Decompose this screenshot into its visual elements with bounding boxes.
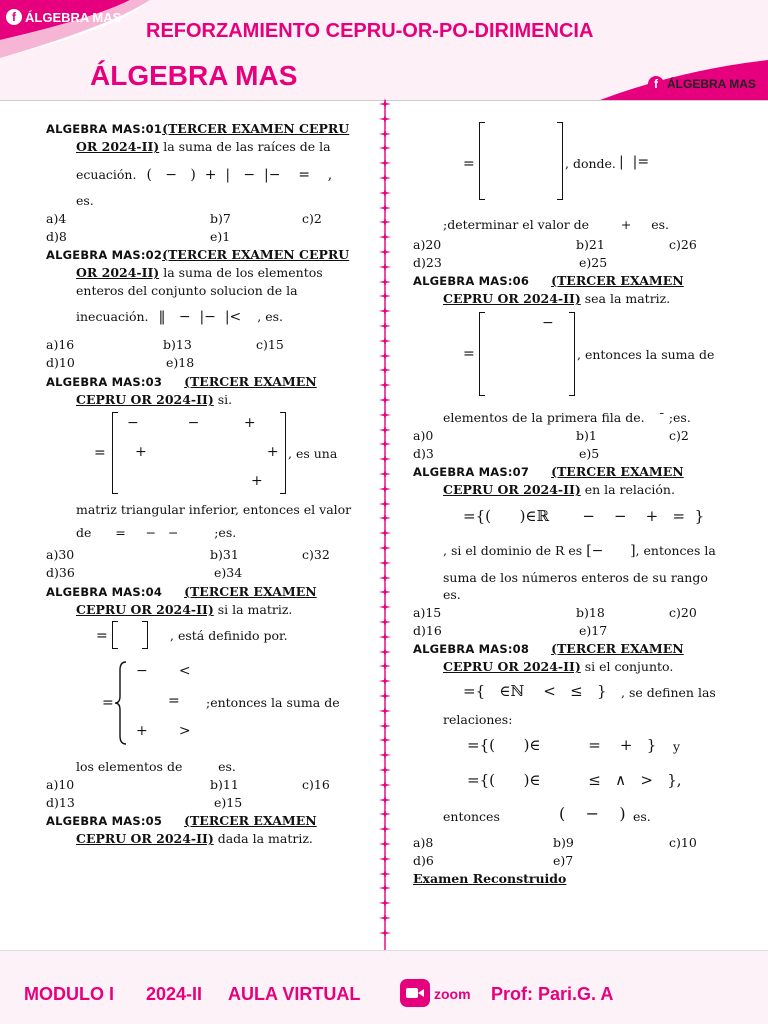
question-text: sea la matriz. <box>580 291 671 306</box>
question-text: la suma de los elementos <box>159 265 323 280</box>
piecewise-brace <box>114 660 128 746</box>
question-text: entonces <box>443 809 500 824</box>
question-label: ALGEBRA MAS:01 <box>46 122 163 136</box>
question-text: ;entonces la suma de <box>206 695 340 710</box>
brand-text: ÁLGEBRA MAS <box>25 9 122 25</box>
brand-text: ÁLGEBRA MAS <box>667 77 756 91</box>
option-b: b)13 <box>163 337 192 352</box>
matrix-d <box>479 312 575 396</box>
question-06-header <box>413 272 684 290</box>
option-e: e)1 <box>210 229 231 244</box>
option-d: d)3 <box>413 446 434 461</box>
option-a: a)20 <box>413 237 442 252</box>
matrix-row-1: − <box>542 315 554 331</box>
question-02-line2 <box>76 264 323 282</box>
question-text: ecuación. <box>76 167 137 182</box>
question-03-line2 <box>76 391 232 409</box>
relation-set: ={( )∈ℝ − − + = } <box>463 507 705 525</box>
relation-2: ={( )∈ ≤ ∧ > }, <box>467 771 682 789</box>
question-01-line2 <box>76 138 331 156</box>
footer-professor: Prof: Pari.G. A <box>491 984 614 1004</box>
question-label: ALGEBRA MAS:07 <box>413 465 530 479</box>
matrix-row-2: + + <box>135 444 279 460</box>
question-text: elementos de la primera fila de. <box>443 410 645 425</box>
question-text: relaciones: <box>443 712 513 727</box>
facebook-icon: f <box>6 9 22 25</box>
piecewise-case-1: − < <box>136 663 191 679</box>
question-text: en la relación. <box>580 482 675 497</box>
question-01-header <box>46 120 349 138</box>
question-text: , es una <box>288 446 338 461</box>
option-b: b)11 <box>210 777 239 792</box>
question-06-line4 <box>443 409 691 427</box>
question-label: ALGEBRA MAS:04 <box>46 585 163 599</box>
question-label: ALGEBRA MAS:06 <box>413 274 530 288</box>
facebook-icon: f <box>648 76 664 92</box>
matrix-c <box>479 122 563 200</box>
question-source: (TERCER EXAMEN <box>184 374 317 389</box>
option-c: c)15 <box>256 337 284 352</box>
equals-sign: = <box>463 156 475 172</box>
question-07-line2 <box>443 481 675 499</box>
option-a: a)8 <box>413 835 434 850</box>
option-a: a)4 <box>46 211 67 226</box>
question-label: ALGEBRA MAS:08 <box>413 642 530 656</box>
question-text: es. <box>633 809 651 824</box>
option-c: c)16 <box>302 777 330 792</box>
question-source: (TERCER EXAMEN <box>551 641 684 656</box>
page-footer <box>0 951 768 1024</box>
question-source: (TERCER EXAMEN <box>551 273 684 288</box>
question-06-line2 <box>443 290 670 308</box>
expression: ( − ) <box>559 804 626 823</box>
question-source: CEPRU OR 2024-II) <box>76 392 214 407</box>
option-b: b)21 <box>576 237 605 252</box>
option-d: d)16 <box>413 623 442 638</box>
question-source: OR 2024-II) <box>76 139 160 154</box>
option-a: a)0 <box>413 428 434 443</box>
question-05-line2 <box>76 830 313 848</box>
question-text: los elementos de es. <box>76 759 236 774</box>
question-source: OR 2024-II) <box>76 265 160 280</box>
question-source: CEPRU OR 2024-II) <box>443 482 581 497</box>
option-e: e)25 <box>579 255 608 270</box>
question-text: , entonces la suma de <box>577 347 715 362</box>
option-c: c)2 <box>302 211 322 226</box>
overline-mark: ¯ <box>658 410 665 425</box>
zoom-logo-text: zoom <box>434 986 471 1002</box>
matrix-b <box>112 621 148 649</box>
piecewise-case-3: + > <box>136 723 191 739</box>
question-text: y <box>673 739 681 754</box>
equals-sign: = <box>102 695 114 711</box>
question-07-header <box>413 463 684 481</box>
option-b: b)1 <box>576 428 597 443</box>
option-e: e)15 <box>214 795 243 810</box>
question-text: la suma de las raíces de la <box>159 139 331 154</box>
question-08-line2 <box>443 658 673 676</box>
option-c: c)10 <box>669 835 697 850</box>
option-e: e)7 <box>553 853 574 868</box>
question-02-header <box>46 246 349 264</box>
option-e: e)18 <box>166 355 195 370</box>
question-text: matriz triangular inferior, entonces el valor <box>76 502 352 517</box>
question-text: , si el dominio de R es <box>443 543 583 558</box>
question-text: si. <box>213 392 233 407</box>
option-b: b)9 <box>553 835 574 850</box>
question-text: , es. <box>257 309 283 324</box>
question-label: ALGEBRA MAS:02 <box>46 248 163 262</box>
question-text: , entonces la <box>635 543 716 558</box>
option-a: a)30 <box>46 547 75 562</box>
option-c: c)32 <box>302 547 330 562</box>
question-text: si la matriz. <box>213 602 293 617</box>
question-text: de = − − ;es. <box>76 525 237 540</box>
question-07-line4 <box>443 542 716 560</box>
question-source: (TERCER EXAMEN <box>551 464 684 479</box>
question-08-header <box>413 640 684 658</box>
question-source: CEPRU OR 2024-II) <box>76 602 214 617</box>
inequality: ‖ − |− |< <box>158 309 242 325</box>
question-04-line2 <box>76 601 292 619</box>
question-text: enteros del conjunto solucion de la <box>76 283 298 298</box>
question-label: ALGEBRA MAS:05 <box>46 814 163 828</box>
option-a: a)15 <box>413 605 442 620</box>
question-03-header <box>46 373 317 391</box>
question-text: suma de los números enteros de su rango <box>443 570 708 585</box>
option-b: b)31 <box>210 547 239 562</box>
equals-sign: = <box>463 346 475 362</box>
question-text: es. <box>443 587 461 602</box>
option-d: d)10 <box>46 355 75 370</box>
domain-interval: [− ] <box>586 543 636 559</box>
option-e: e)17 <box>579 623 608 638</box>
option-e: e)34 <box>214 565 243 580</box>
option-c: c)20 <box>669 605 697 620</box>
question-text: ;es. <box>664 410 691 425</box>
equals-sign: = <box>96 628 108 644</box>
set-definition: ={ ∈ℕ < ≤ } <box>463 682 607 700</box>
option-d: d)6 <box>413 853 434 868</box>
option-a: a)10 <box>46 777 75 792</box>
question-text: , se definen las <box>621 685 716 700</box>
option-a: a)16 <box>46 337 75 352</box>
question-text: si el conjunto. <box>580 659 674 674</box>
zoom-camera-icon <box>400 979 430 1007</box>
footer-aula: AULA VIRTUAL <box>228 984 361 1004</box>
question-text: inecuación. <box>76 309 149 324</box>
question-source: (TERCER EXAMEN CEPRU <box>162 121 350 136</box>
footer-year: 2024-II <box>146 984 203 1004</box>
footer-module: MODULO I <box>24 984 114 1004</box>
question-source: CEPRU OR 2024-II) <box>76 831 214 846</box>
question-02-line4 <box>76 308 283 326</box>
question-text: dada la matriz. <box>213 831 313 846</box>
question-04-header <box>46 583 317 601</box>
question-source: CEPRU OR 2024-II) <box>443 291 581 306</box>
question-source: (TERCER EXAMEN <box>184 584 317 599</box>
question-01-line3 <box>76 166 332 184</box>
left-column <box>0 0 383 950</box>
question-05-header <box>46 812 317 830</box>
header-subtitle: REFORZAMIENTO CEPRU-OR-PO-DIRIMENCIA <box>146 20 594 42</box>
right-column <box>387 0 768 950</box>
question-source: (TERCER EXAMEN <box>184 813 317 828</box>
question-source: (TERCER EXAMEN CEPRU <box>162 247 350 262</box>
condition: | |= <box>619 154 650 170</box>
question-text: , está definido por. <box>170 628 288 643</box>
question-text: es. <box>76 193 94 208</box>
option-b: b)7 <box>210 211 231 226</box>
question-text: ;determinar el valor de + es. <box>443 217 669 232</box>
piecewise-case-2: = <box>168 693 180 709</box>
equation: ( − ) + | − |− = , <box>146 167 333 183</box>
page-title: ÁLGEBRA MAS <box>90 60 298 91</box>
question-label: ALGEBRA MAS:03 <box>46 375 163 389</box>
question-source: CEPRU OR 2024-II) <box>443 659 581 674</box>
option-d: d)8 <box>46 229 67 244</box>
option-d: d)23 <box>413 255 442 270</box>
option-d: d)36 <box>46 565 75 580</box>
option-c: c)26 <box>669 237 697 252</box>
question-text: , donde. <box>565 156 616 171</box>
relation-1: ={( )∈ = + } <box>467 736 657 754</box>
option-c: c)2 <box>669 428 689 443</box>
option-e: e)5 <box>579 446 600 461</box>
exam-note: Examen Reconstruido <box>413 871 567 886</box>
option-d: d)13 <box>46 795 75 810</box>
matrix-a <box>112 412 286 494</box>
matrix-row-3: + <box>251 473 263 489</box>
option-b: b)18 <box>576 605 605 620</box>
equals-sign: = <box>94 445 106 461</box>
matrix-row-1: − − + <box>127 415 256 431</box>
